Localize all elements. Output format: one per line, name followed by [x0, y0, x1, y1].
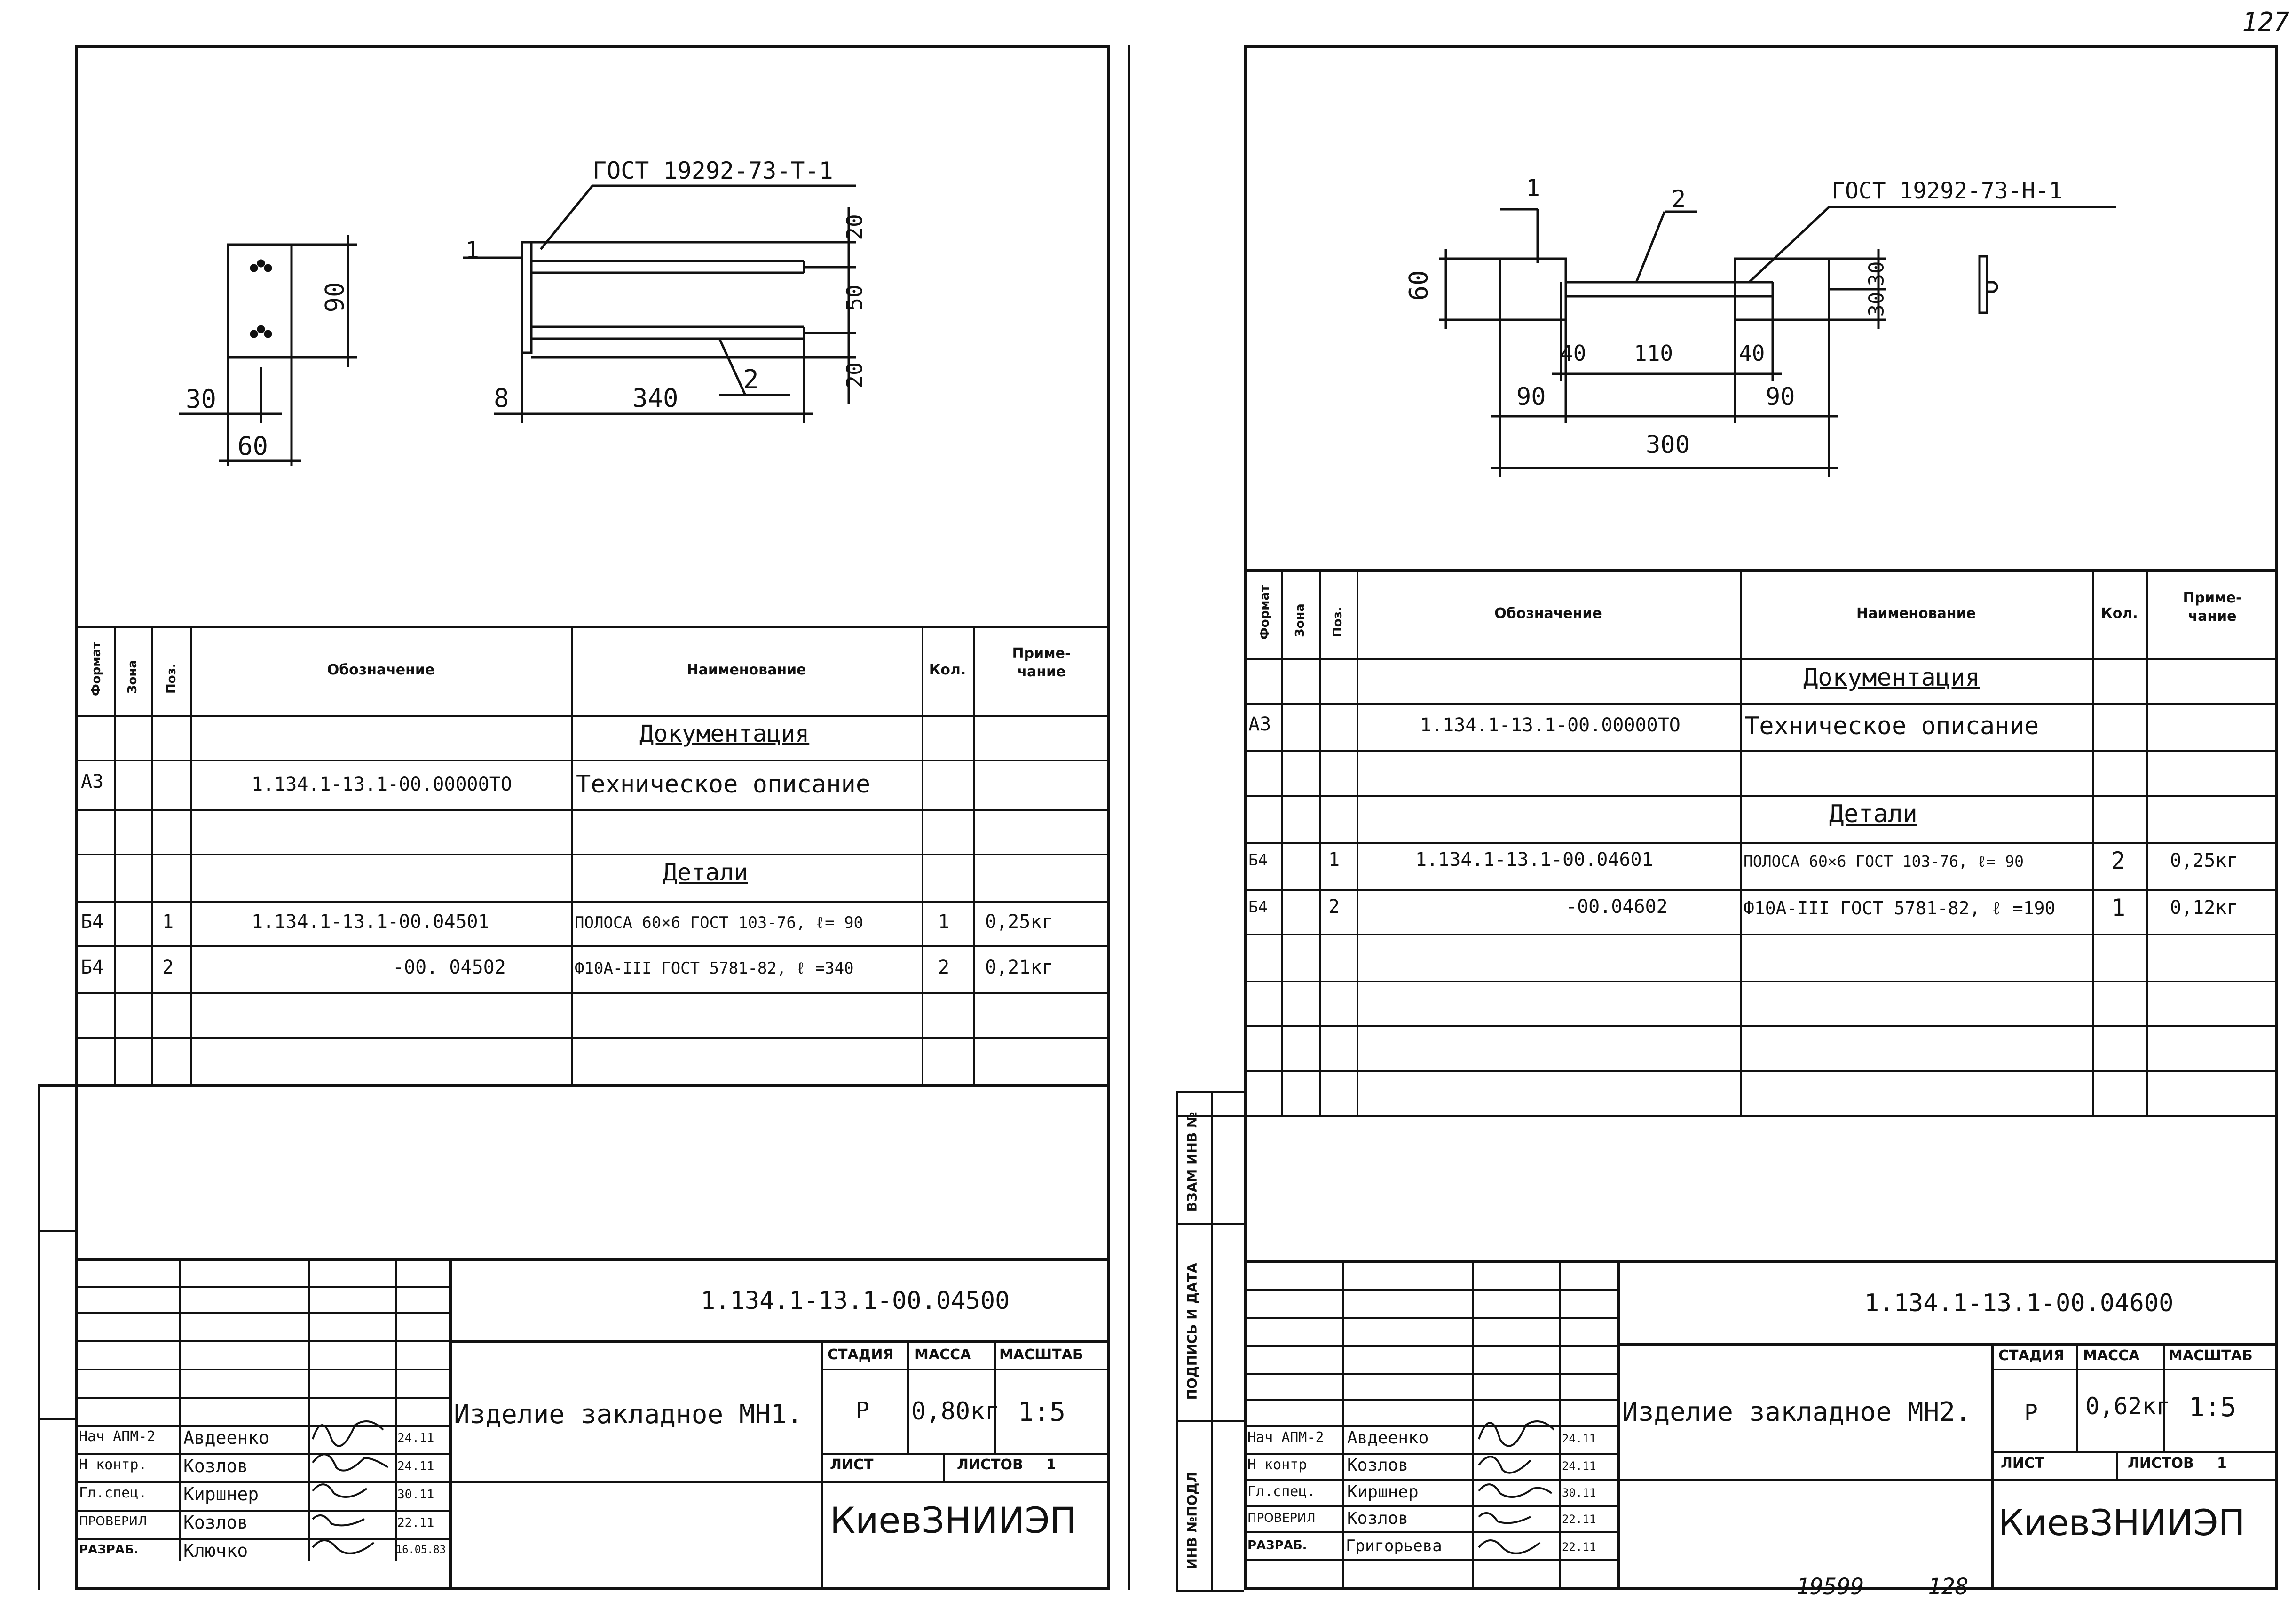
row1-note-right: 0,25кг: [2170, 850, 2238, 871]
right-date-3: 30.11: [1562, 1486, 1596, 1499]
right-sheet-label: ЛИСТ: [2001, 1455, 2044, 1472]
stamp-inv-podl: ИНВ №ПОДЛ: [1184, 1472, 1200, 1569]
row1-format-right: Б4: [1248, 851, 1268, 870]
left-scale: 1:5: [1018, 1397, 1066, 1427]
row2-qty: 2: [938, 957, 950, 978]
row1-designation-right: 1.134.1-13.1-00.04601: [1415, 849, 1653, 871]
row1-name: ПОЛОСА 60×6 ГОСТ 103-76, ℓ= 90: [575, 913, 864, 932]
pos1-label: 1: [466, 237, 479, 263]
right-date-2: 24.11: [1562, 1459, 1596, 1473]
right-date-4: 22.11: [1562, 1513, 1596, 1526]
hdr-format-right: Формат: [1258, 585, 1272, 640]
left-date-2: 24.11: [397, 1459, 434, 1473]
dim-340: 340: [632, 383, 679, 413]
row1-qty: 1: [938, 911, 950, 933]
left-mass: 0,80кг: [911, 1397, 1000, 1426]
row1-pos-right: 1: [1328, 849, 1340, 871]
hdr-designation: Обозначение: [327, 662, 435, 678]
right-org: КиевЗНИИЭП: [1998, 1502, 2245, 1544]
row1-pos: 1: [162, 911, 174, 933]
left-name-3: Киршнер: [183, 1484, 259, 1505]
dim-110: 110: [1634, 341, 1673, 366]
row2-format: Б4: [81, 957, 104, 978]
left-role-5: РАЗРАБ.: [79, 1543, 139, 1557]
right-code: 1.134.1-13.1-00.04600: [1864, 1289, 2174, 1317]
left-date-4: 22.11: [397, 1516, 434, 1530]
doc-name-right: Техническое описание: [1744, 712, 2039, 740]
dim-20-bottom: 20: [842, 362, 868, 388]
right-name-4: Козлов: [1347, 1509, 1409, 1528]
row2-note-right: 0,12кг: [2170, 897, 2238, 919]
left-role-2: Н контр.: [79, 1457, 147, 1473]
hdr-note: Приме- чание: [1012, 645, 1071, 680]
left-sheets-count: 1: [1046, 1457, 1056, 1473]
right-name-5: Григорьева: [1346, 1537, 1442, 1555]
stamp-signature-date: ПОДПИСЬ И ДАТА: [1184, 1263, 1200, 1400]
left-role-1: Нач АПМ-2: [79, 1428, 156, 1445]
row1-designation: 1.134.1-13.1-00.04501: [252, 911, 489, 933]
hdr-pos-right: Поз.: [1331, 607, 1345, 637]
left-name-4: Козлов: [183, 1512, 248, 1533]
hdr-format: Формат: [89, 641, 103, 696]
row2-qty-right: 1: [2111, 894, 2126, 921]
dim-20-top: 20: [842, 214, 868, 240]
hdr-name-right: Наименование: [1856, 605, 1976, 622]
left-role-4: ПРОВЕРИЛ: [79, 1514, 147, 1529]
row1-qty-right: 2: [2111, 847, 2126, 874]
right-name-2: Козлов: [1347, 1456, 1409, 1475]
section-parts: Детали: [663, 859, 748, 886]
hdr-zone: Зона: [126, 660, 140, 694]
dim-30: 30: [186, 384, 217, 414]
gost-label-right: ГОСТ 19292-73-Н-1: [1831, 178, 2063, 204]
left-org: КиевЗНИИЭП: [830, 1499, 1077, 1541]
right-stage: Р: [2024, 1400, 2038, 1426]
right-role-2: Н контр: [1247, 1457, 1307, 1473]
left-date-5: 16.05.83: [396, 1544, 446, 1556]
right-mass-label: МАССА: [2083, 1347, 2140, 1364]
dim-50: 50: [842, 285, 868, 311]
dim-90: 90: [320, 282, 350, 313]
left-stage-label: СТАДИЯ: [828, 1347, 894, 1363]
doc-format: А3: [81, 771, 104, 792]
dim-300: 300: [1646, 431, 1690, 459]
left-name-5: Ключко: [183, 1540, 248, 1561]
hdr-note-right: Приме- чание: [2183, 590, 2242, 625]
doc-name: Техническое описание: [576, 770, 871, 799]
footer-page: 128: [1928, 1574, 1969, 1600]
row2-format-right: Б4: [1248, 898, 1268, 917]
row1-name-right: ПОЛОСА 60×6 ГОСТ 103-76, ℓ= 90: [1744, 852, 2024, 871]
right-drawing: [0, 0, 2296, 517]
stamp-vzam-inv: ВЗАМ ИНВ №: [1184, 1112, 1200, 1212]
left-code: 1.134.1-13.1-00.04500: [701, 1287, 1010, 1315]
left-mass-label: МАССА: [915, 1347, 971, 1363]
right-sheets-count: 1: [2217, 1455, 2227, 1472]
hdr-designation-right: Обозначение: [1494, 605, 1602, 622]
left-role-3: Гл.спец.: [79, 1485, 147, 1501]
dim-60-right: 60: [1404, 270, 1434, 301]
section-docs: Документация: [639, 720, 810, 747]
pos2-label-right: 2: [1672, 185, 1686, 213]
right-role-5: РАЗРАБ.: [1247, 1538, 1307, 1553]
right-name-3: Киршнер: [1347, 1482, 1419, 1502]
left-stage: Р: [856, 1397, 869, 1424]
pos1-label-right: 1: [1526, 174, 1540, 202]
row2-designation-right: -00.04602: [1566, 896, 1668, 918]
right-role-4: ПРОВЕРИЛ: [1247, 1511, 1316, 1525]
section-docs-right: Документация: [1803, 664, 1980, 692]
row1-note: 0,25кг: [985, 911, 1053, 933]
section-parts-right: Детали: [1829, 800, 1917, 828]
row2-note: 0,21кг: [985, 957, 1053, 978]
dim-30b: 30: [1864, 292, 1889, 317]
left-name-2: Козлов: [183, 1456, 248, 1476]
dim-8: 8: [494, 383, 509, 413]
right-scale-label: МАСШТАБ: [2169, 1347, 2253, 1364]
right-title: Изделие закладное МН2.: [1622, 1397, 1971, 1427]
doc-designation-right: 1.134.1-13.1-00.00000ТО: [1420, 714, 1681, 736]
left-sheets-label: ЛИСТОВ: [957, 1457, 1023, 1473]
left-name-1: Авдеенко: [183, 1427, 270, 1448]
hdr-name: Наименование: [686, 662, 806, 678]
footer-sheet-code: 19599: [1796, 1574, 1864, 1600]
left-date-3: 30.11: [397, 1488, 434, 1502]
row2-name-right: Ф10А-III ГОСТ 5781-82, ℓ =190: [1744, 898, 2056, 919]
left-date-1: 24.11: [397, 1431, 434, 1445]
doc-designation: 1.134.1-13.1-00.00000ТО: [252, 774, 512, 795]
right-stage-label: СТАДИЯ: [1998, 1347, 2065, 1364]
row2-name: Ф10А-III ГОСТ 5781-82, ℓ =340: [575, 959, 854, 978]
hdr-qty: Кол.: [929, 662, 966, 678]
hdr-pos: Поз.: [165, 663, 179, 694]
row1-format: Б4: [81, 911, 104, 933]
right-role-3: Гл.спец.: [1247, 1483, 1316, 1500]
dim-30a: 30: [1864, 261, 1889, 286]
left-sheet-label: ЛИСТ: [830, 1457, 874, 1473]
dim-90b: 90: [1766, 383, 1795, 411]
dim-90a: 90: [1516, 383, 1546, 411]
right-sheets-label: ЛИСТОВ: [2128, 1455, 2194, 1472]
hdr-zone-right: Зона: [1293, 603, 1307, 637]
right-date-5: 22.11: [1562, 1540, 1596, 1553]
row2-designation: -00. 04502: [393, 957, 506, 978]
pos2-label: 2: [743, 364, 759, 395]
left-scale-label: МАСШТАБ: [999, 1347, 1083, 1363]
dim-40a: 40: [1560, 341, 1586, 366]
left-title: Изделие закладное МН1.: [454, 1399, 803, 1430]
page-number: 127: [2242, 7, 2290, 38]
doc-format-right: А3: [1248, 713, 1271, 735]
right-name-1: Авдеенко: [1347, 1428, 1429, 1448]
right-role-1: Нач АПМ-2: [1247, 1429, 1324, 1446]
dim-40b: 40: [1739, 341, 1765, 366]
right-date-1: 24.11: [1562, 1432, 1596, 1445]
dim-60: 60: [237, 431, 268, 461]
row2-pos: 2: [162, 957, 174, 978]
right-mass: 0,62кг: [2085, 1393, 2170, 1420]
row2-pos-right: 2: [1328, 896, 1340, 918]
hdr-qty-right: Кол.: [2101, 605, 2138, 622]
gost-label: ГОСТ 19292-73-Т-1: [592, 157, 833, 184]
right-scale: 1:5: [2189, 1392, 2237, 1423]
